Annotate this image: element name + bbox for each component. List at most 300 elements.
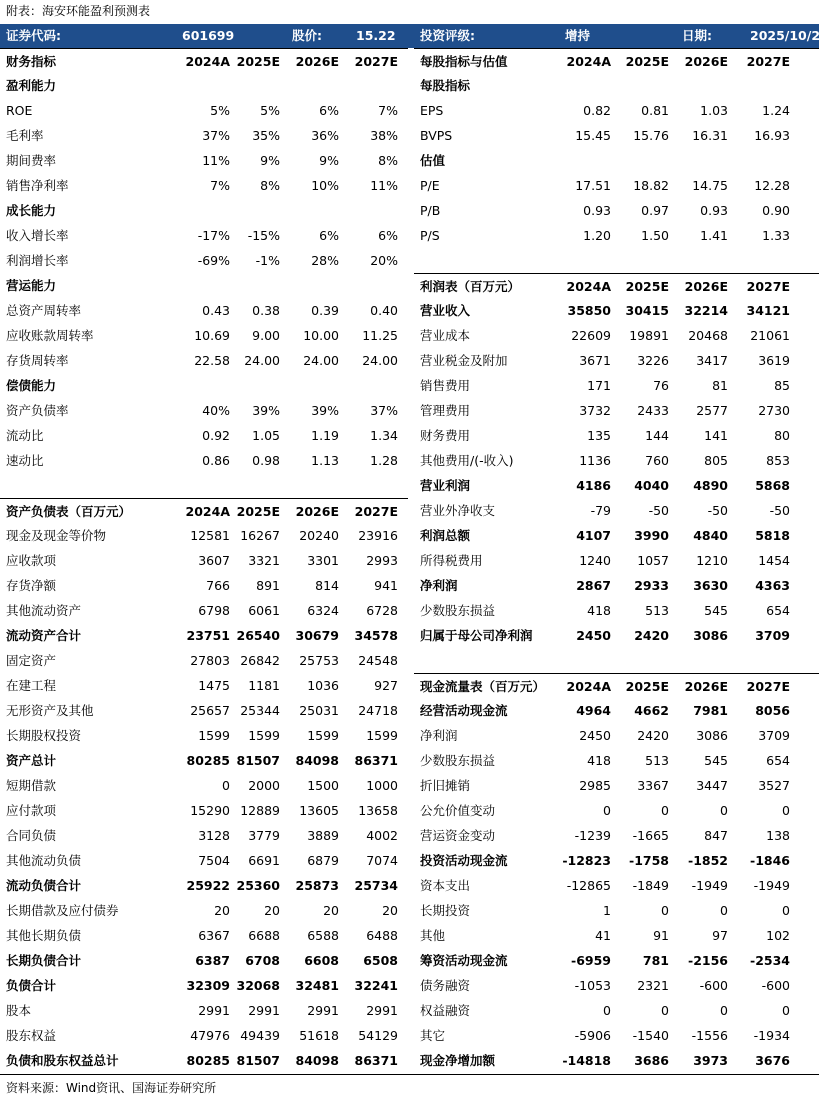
row-value: 4363 bbox=[755, 578, 790, 593]
table-row bbox=[414, 498, 819, 523]
row-value: 10.69 bbox=[194, 328, 230, 343]
row-value: 22.58 bbox=[194, 353, 230, 368]
row-value: 4040 bbox=[634, 478, 669, 493]
row-value: -1053 bbox=[574, 978, 611, 993]
row-label: 投资活动现金流 bbox=[420, 853, 508, 868]
row-value: -1540 bbox=[632, 1028, 669, 1043]
row-value: 3889 bbox=[307, 828, 339, 843]
row-value: 27803 bbox=[190, 653, 230, 668]
row-label: 营业成本 bbox=[420, 328, 471, 343]
row-label: 资本支出 bbox=[420, 878, 471, 893]
row-value: 760 bbox=[645, 453, 669, 468]
row-label: 估值 bbox=[420, 153, 446, 168]
row-value: 0 bbox=[222, 778, 230, 793]
row-value: 2420 bbox=[637, 728, 669, 743]
table-row bbox=[414, 373, 819, 398]
row-value: 0.81 bbox=[641, 103, 669, 118]
row-value: 2933 bbox=[634, 578, 669, 593]
table-row bbox=[0, 523, 408, 548]
row-value: 0 bbox=[782, 903, 790, 918]
row-value: -14818 bbox=[562, 1053, 611, 1068]
table-row bbox=[0, 548, 408, 573]
table-row bbox=[414, 623, 819, 648]
table-row bbox=[0, 273, 408, 298]
row-label: 长期投资 bbox=[420, 903, 471, 918]
row-value: 4002 bbox=[366, 828, 398, 843]
year-header: 2024A bbox=[566, 279, 611, 294]
table-row bbox=[414, 1048, 819, 1073]
row-value: 6324 bbox=[307, 603, 339, 618]
row-value: 0 bbox=[782, 1003, 790, 1018]
table-row bbox=[414, 873, 819, 898]
row-value: 5% bbox=[210, 103, 230, 118]
row-label: 盈利能力 bbox=[6, 78, 57, 93]
row-label: 应付款项 bbox=[6, 803, 57, 818]
row-value: 4186 bbox=[576, 478, 611, 493]
row-value: 28% bbox=[311, 253, 339, 268]
table-row bbox=[414, 698, 819, 723]
row-value: 25360 bbox=[236, 878, 280, 893]
table-row bbox=[414, 148, 819, 173]
row-value: 0 bbox=[720, 803, 728, 818]
row-value: 0.43 bbox=[202, 303, 230, 318]
table-row bbox=[0, 948, 408, 973]
table-title-row bbox=[414, 48, 819, 74]
row-label: 流动负债合计 bbox=[6, 878, 82, 893]
year-header: 2027E bbox=[354, 504, 398, 519]
row-value: 25922 bbox=[186, 878, 230, 893]
row-value: 49439 bbox=[240, 1028, 280, 1043]
row-value: 3128 bbox=[198, 828, 230, 843]
year-header: 2026E bbox=[295, 54, 339, 69]
row-value: 32214 bbox=[684, 303, 728, 318]
row-value: 1.28 bbox=[370, 453, 398, 468]
row-label: 资产总计 bbox=[6, 753, 57, 768]
row-label: 每股指标 bbox=[420, 78, 471, 93]
row-label: 筹资活动现金流 bbox=[420, 953, 508, 968]
row-value: 20% bbox=[370, 253, 398, 268]
row-value: 2321 bbox=[637, 978, 669, 993]
table-row bbox=[414, 1023, 819, 1048]
row-value: 3447 bbox=[696, 778, 728, 793]
row-label: 其他 bbox=[420, 928, 446, 943]
row-value: 11% bbox=[202, 153, 230, 168]
row-label: 长期负债合计 bbox=[6, 953, 82, 968]
row-value: 2577 bbox=[696, 403, 728, 418]
row-label: 归属于母公司净利润 bbox=[420, 628, 533, 643]
row-value: 85 bbox=[774, 378, 790, 393]
table-row bbox=[0, 348, 408, 373]
row-value: 20 bbox=[323, 903, 339, 918]
row-label: 净利润 bbox=[420, 578, 458, 593]
row-value: 2433 bbox=[637, 403, 669, 418]
row-label: 营业收入 bbox=[420, 303, 471, 318]
table-row bbox=[414, 723, 819, 748]
table-row bbox=[0, 298, 408, 323]
row-value: 1.03 bbox=[700, 103, 728, 118]
row-value: 23751 bbox=[186, 628, 230, 643]
row-value: 6488 bbox=[366, 928, 398, 943]
table-title: 财务指标 bbox=[6, 54, 57, 69]
row-value: 7% bbox=[210, 178, 230, 193]
row-value: -1852 bbox=[688, 853, 728, 868]
table-row bbox=[414, 123, 819, 148]
row-value: 1.41 bbox=[700, 228, 728, 243]
row-label: 利润总额 bbox=[420, 528, 471, 543]
row-label: 财务费用 bbox=[420, 428, 471, 443]
row-value: 0 bbox=[603, 803, 611, 818]
row-label: 毛利率 bbox=[6, 128, 44, 143]
row-value: -6959 bbox=[571, 953, 611, 968]
row-label: 长期股权投资 bbox=[6, 728, 82, 743]
row-value: 927 bbox=[374, 678, 398, 693]
row-value: 0 bbox=[661, 903, 669, 918]
row-value: 513 bbox=[645, 603, 669, 618]
row-value: 1057 bbox=[637, 553, 669, 568]
table-row bbox=[414, 448, 819, 473]
row-value: 2730 bbox=[758, 403, 790, 418]
row-value: 5% bbox=[260, 103, 280, 118]
row-value: 2000 bbox=[248, 778, 280, 793]
row-label: P/E bbox=[420, 178, 440, 193]
row-value: 4840 bbox=[693, 528, 728, 543]
row-value: 0.93 bbox=[583, 203, 611, 218]
row-value: 81507 bbox=[236, 753, 280, 768]
row-value: 32481 bbox=[295, 978, 339, 993]
table-row bbox=[0, 323, 408, 348]
row-value: 2985 bbox=[579, 778, 611, 793]
date-value: 2025/10/29 bbox=[750, 28, 829, 43]
row-value: 40% bbox=[202, 403, 230, 418]
row-label: 其他流动资产 bbox=[6, 603, 82, 618]
row-label: 其他流动负债 bbox=[6, 853, 82, 868]
row-value: 91 bbox=[653, 928, 669, 943]
table-row bbox=[0, 423, 408, 448]
row-value: 141 bbox=[704, 428, 728, 443]
table-row bbox=[0, 1023, 408, 1048]
row-value: 3709 bbox=[758, 728, 790, 743]
row-value: 12889 bbox=[240, 803, 280, 818]
row-label: 公允价值变动 bbox=[420, 803, 496, 818]
row-value: -50 bbox=[769, 503, 790, 518]
row-label: 折旧摊销 bbox=[420, 778, 471, 793]
row-value: 1.50 bbox=[641, 228, 669, 243]
row-label: 速动比 bbox=[6, 453, 44, 468]
table-row bbox=[414, 73, 819, 98]
row-value: 4964 bbox=[576, 703, 611, 718]
row-label: 营业利润 bbox=[420, 478, 471, 493]
row-value: 84098 bbox=[295, 753, 339, 768]
row-value: 80285 bbox=[186, 1053, 230, 1068]
row-value: 4107 bbox=[576, 528, 611, 543]
row-label: 少数股东损益 bbox=[420, 753, 496, 768]
table-row bbox=[0, 198, 408, 223]
year-header: 2026E bbox=[684, 279, 728, 294]
row-value: 8% bbox=[260, 178, 280, 193]
row-label: 其它 bbox=[420, 1028, 446, 1043]
table-row bbox=[414, 948, 819, 973]
row-value: 19891 bbox=[629, 328, 669, 343]
row-value: 20468 bbox=[688, 328, 728, 343]
row-value: 3709 bbox=[755, 628, 790, 643]
row-value: -15% bbox=[247, 228, 280, 243]
row-label: 资产负债率 bbox=[6, 403, 69, 418]
row-value: 6798 bbox=[198, 603, 230, 618]
row-value: 1000 bbox=[366, 778, 398, 793]
row-value: 2450 bbox=[576, 628, 611, 643]
row-value: 35% bbox=[252, 128, 280, 143]
table-title-row bbox=[0, 48, 408, 74]
row-value: 12.28 bbox=[754, 178, 790, 193]
row-value: 18.82 bbox=[633, 178, 669, 193]
row-value: 0 bbox=[603, 1003, 611, 1018]
table-row bbox=[414, 598, 819, 623]
row-value: 805 bbox=[704, 453, 728, 468]
row-value: 7981 bbox=[693, 703, 728, 718]
row-label: 流动比 bbox=[6, 428, 44, 443]
row-value: 0.82 bbox=[583, 103, 611, 118]
row-value: 2991 bbox=[248, 1003, 280, 1018]
row-value: 0.97 bbox=[641, 203, 669, 218]
row-label: 固定资产 bbox=[6, 653, 57, 668]
table-row bbox=[414, 423, 819, 448]
year-header: 2024A bbox=[566, 679, 611, 694]
row-label: 营运能力 bbox=[6, 278, 57, 293]
row-label: 利润增长率 bbox=[6, 253, 69, 268]
row-value: -50 bbox=[707, 503, 728, 518]
row-value: 16267 bbox=[240, 528, 280, 543]
row-value: 171 bbox=[587, 378, 611, 393]
year-header: 2027E bbox=[354, 54, 398, 69]
row-label: 权益融资 bbox=[420, 1003, 471, 1018]
table-row bbox=[414, 898, 819, 923]
table-row bbox=[0, 623, 408, 648]
row-value: 24548 bbox=[358, 653, 398, 668]
table-row bbox=[0, 648, 408, 673]
row-value: 1.13 bbox=[311, 453, 339, 468]
year-header: 2026E bbox=[295, 504, 339, 519]
table-row bbox=[0, 573, 408, 598]
code-label: 证券代码: bbox=[6, 28, 61, 43]
source-note: 资料来源：Wind资讯、国海证券研究所 bbox=[6, 1081, 217, 1095]
row-value: 20240 bbox=[299, 528, 339, 543]
row-value: 0 bbox=[720, 1003, 728, 1018]
row-value: 0 bbox=[661, 803, 669, 818]
table-row bbox=[0, 848, 408, 873]
row-value: 1.34 bbox=[370, 428, 398, 443]
row-value: 25873 bbox=[295, 878, 339, 893]
table-row bbox=[0, 123, 408, 148]
row-value: 37% bbox=[370, 403, 398, 418]
year-header: 2024A bbox=[566, 54, 611, 69]
row-value: 25753 bbox=[299, 653, 339, 668]
row-value: 26540 bbox=[236, 628, 280, 643]
row-value: -17% bbox=[197, 228, 230, 243]
rating-label: 投资评级: bbox=[420, 28, 475, 43]
row-value: 14.75 bbox=[692, 178, 728, 193]
row-label: 短期借款 bbox=[6, 778, 57, 793]
row-label: 负债合计 bbox=[6, 978, 57, 993]
row-value: 513 bbox=[645, 753, 669, 768]
row-value: 8% bbox=[378, 153, 398, 168]
row-value: 2420 bbox=[634, 628, 669, 643]
row-value: 26842 bbox=[240, 653, 280, 668]
row-value: 9% bbox=[260, 153, 280, 168]
row-value: 34578 bbox=[354, 628, 398, 643]
table-title: 每股指标与估值 bbox=[420, 54, 508, 69]
table-row bbox=[414, 323, 819, 348]
row-value: 3619 bbox=[758, 353, 790, 368]
row-value: 1240 bbox=[579, 553, 611, 568]
year-header: 2026E bbox=[684, 679, 728, 694]
code-value: 601699 bbox=[182, 28, 235, 43]
row-label: 应收款项 bbox=[6, 553, 57, 568]
row-value: 0.86 bbox=[202, 453, 230, 468]
row-value: 781 bbox=[642, 953, 669, 968]
row-value: 16.93 bbox=[754, 128, 790, 143]
row-value: 37% bbox=[202, 128, 230, 143]
table-row bbox=[414, 398, 819, 423]
row-value: 6061 bbox=[248, 603, 280, 618]
year-header: 2025E bbox=[625, 54, 669, 69]
row-label: 营业外净收支 bbox=[420, 503, 496, 518]
row-value: -1934 bbox=[753, 1028, 790, 1043]
row-value: 7% bbox=[378, 103, 398, 118]
row-value: 1.05 bbox=[252, 428, 280, 443]
row-value: 39% bbox=[252, 403, 280, 418]
table-title: 现金流量表（百万元） bbox=[420, 679, 546, 694]
row-value: 1.19 bbox=[311, 428, 339, 443]
row-value: 2991 bbox=[198, 1003, 230, 1018]
row-label: BVPS bbox=[420, 128, 453, 143]
row-value: 0 bbox=[661, 1003, 669, 1018]
row-value: 15.76 bbox=[633, 128, 669, 143]
row-value: 1 bbox=[603, 903, 611, 918]
row-value: 81 bbox=[712, 378, 728, 393]
table-row bbox=[414, 998, 819, 1023]
row-value: 30679 bbox=[295, 628, 339, 643]
row-value: 3086 bbox=[696, 728, 728, 743]
table-row bbox=[414, 348, 819, 373]
row-value: 1599 bbox=[248, 728, 280, 743]
row-value: 15290 bbox=[190, 803, 230, 818]
row-value: 2991 bbox=[366, 1003, 398, 1018]
table-row bbox=[0, 748, 408, 773]
row-value: 853 bbox=[766, 453, 790, 468]
table-row bbox=[0, 598, 408, 623]
row-value: 23916 bbox=[358, 528, 398, 543]
table-row bbox=[0, 173, 408, 198]
table-row bbox=[0, 698, 408, 723]
row-value: -600 bbox=[699, 978, 728, 993]
year-header: 2025E bbox=[625, 679, 669, 694]
row-value: 3630 bbox=[693, 578, 728, 593]
row-value: 135 bbox=[587, 428, 611, 443]
row-value: -1665 bbox=[632, 828, 669, 843]
table-row bbox=[414, 848, 819, 873]
row-value: 20 bbox=[382, 903, 398, 918]
row-value: 1599 bbox=[366, 728, 398, 743]
row-value: 2450 bbox=[579, 728, 611, 743]
row-label: 流动资产合计 bbox=[6, 628, 82, 643]
row-value: 11% bbox=[370, 178, 398, 193]
row-value: -69% bbox=[197, 253, 230, 268]
year-header: 2025E bbox=[236, 504, 280, 519]
table-row bbox=[414, 198, 819, 223]
price-value: 15.22 bbox=[356, 28, 396, 43]
table-title-row bbox=[414, 673, 819, 699]
row-value: 2867 bbox=[576, 578, 611, 593]
row-value: 1500 bbox=[307, 778, 339, 793]
row-value: 3973 bbox=[693, 1053, 728, 1068]
row-value: -1556 bbox=[691, 1028, 728, 1043]
table-row bbox=[414, 923, 819, 948]
table-row bbox=[414, 523, 819, 548]
table-row bbox=[414, 823, 819, 848]
table-row bbox=[0, 873, 408, 898]
row-value: 0.92 bbox=[202, 428, 230, 443]
row-value: 84098 bbox=[295, 1053, 339, 1068]
table-row bbox=[0, 673, 408, 698]
row-value: 6508 bbox=[363, 953, 398, 968]
row-value: 3732 bbox=[579, 403, 611, 418]
row-value: -50 bbox=[648, 503, 669, 518]
row-value: 25734 bbox=[354, 878, 398, 893]
row-label: P/S bbox=[420, 228, 440, 243]
table-row bbox=[0, 398, 408, 423]
table-row bbox=[414, 98, 819, 123]
row-value: 418 bbox=[587, 753, 611, 768]
row-label: 总资产周转率 bbox=[6, 303, 82, 318]
row-value: 0.93 bbox=[700, 203, 728, 218]
row-value: -1239 bbox=[574, 828, 611, 843]
row-value: 847 bbox=[704, 828, 728, 843]
row-value: 1454 bbox=[758, 553, 790, 568]
row-label: 应收账款周转率 bbox=[6, 328, 94, 343]
row-value: 38% bbox=[370, 128, 398, 143]
row-value: 1.33 bbox=[762, 228, 790, 243]
row-label: 收入增长率 bbox=[6, 228, 69, 243]
table-row bbox=[0, 773, 408, 798]
year-header: 2024A bbox=[185, 504, 230, 519]
row-value: 34121 bbox=[746, 303, 790, 318]
table-row bbox=[0, 248, 408, 273]
row-value: 10.00 bbox=[303, 328, 339, 343]
row-value: 0.90 bbox=[762, 203, 790, 218]
row-label: 经营活动现金流 bbox=[420, 703, 508, 718]
year-header: 2027E bbox=[746, 279, 790, 294]
row-value: 24.00 bbox=[362, 353, 398, 368]
row-label: 期间费率 bbox=[6, 153, 57, 168]
table-title: 资产负债表（百万元） bbox=[6, 504, 132, 519]
row-value: -1949 bbox=[691, 878, 728, 893]
row-value: 13605 bbox=[299, 803, 339, 818]
row-value: 654 bbox=[766, 753, 790, 768]
row-value: 25344 bbox=[240, 703, 280, 718]
row-value: 20 bbox=[264, 903, 280, 918]
row-label: 存货周转率 bbox=[6, 353, 69, 368]
row-label: 少数股东损益 bbox=[420, 603, 496, 618]
row-label: 其他费用/(-收入) bbox=[420, 453, 514, 468]
table-title: 利润表（百万元） bbox=[420, 279, 521, 294]
price-label: 股价: bbox=[292, 28, 322, 43]
row-value: 3607 bbox=[198, 553, 230, 568]
table-row bbox=[0, 73, 408, 98]
row-value: -79 bbox=[590, 503, 611, 518]
row-value: 12581 bbox=[190, 528, 230, 543]
row-value: 1.24 bbox=[762, 103, 790, 118]
row-label: 销售费用 bbox=[420, 378, 471, 393]
